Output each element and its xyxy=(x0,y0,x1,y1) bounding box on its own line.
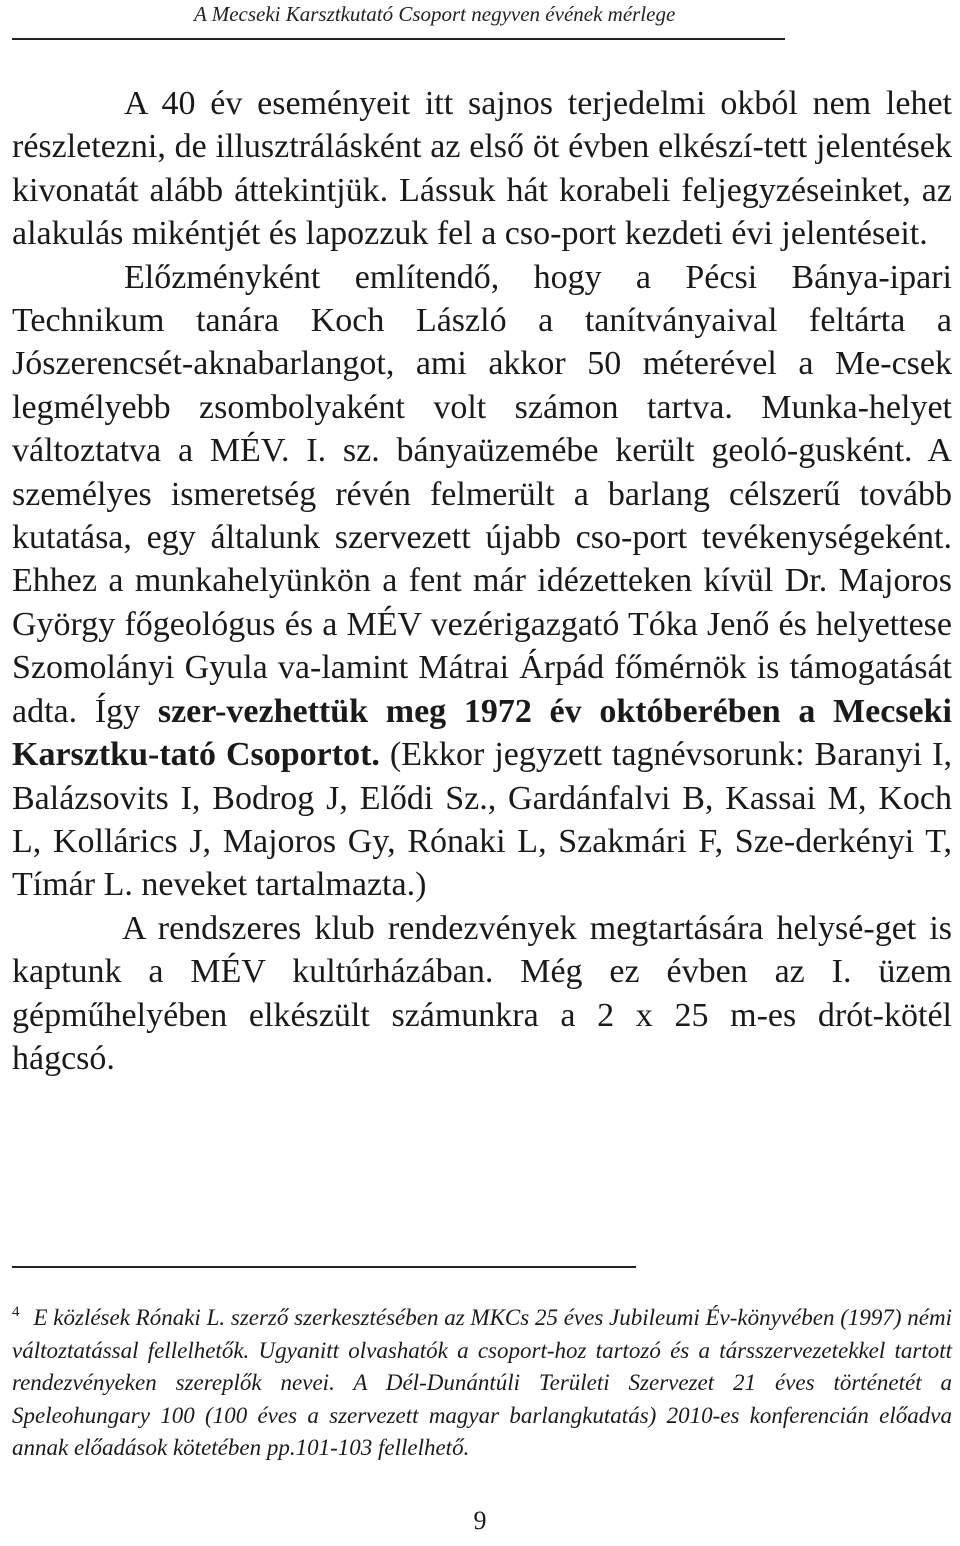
paragraph-3: A rendszeres klub rendezvények megtartására helysé-get is kaptunk a MÉV kultúrházában. Még ez évben az I. üzem gépműhelyében elkészült számunkra a 2 x 25 m-es drót-kötél hágcsó. xyxy=(12,909,952,1077)
header-title: A Mecseki Karsztkutató Csoport negyven évének mérlege xyxy=(194,2,676,26)
paragraph-2-bold: szer-vezhettük meg 1972 év októberében a Mecseki Karsztku-tató Csoportot. xyxy=(12,692,952,774)
page-number: 9 xyxy=(473,1506,487,1535)
footnote-marker: 4 xyxy=(12,1304,20,1320)
footnote xyxy=(12,1296,952,1465)
paragraph-2-text-a: Előzményként említendő, hogy a Pécsi Bánya-ipari Technikum tanára Koch László a tanítványaival feltárta a Jószerencsét-aknabarlangot, ami akkor 50 méterével a Me-csek legmélyebb zsombolyaként volt számon tartva. Munka-helyet változtatva a MÉV. I. sz. bányaüzemébe került geoló-gusként. A személyes ismeretség révén felmerült a barlang célszerű tovább kutatása, egy általunk szervezett újabb cso-port tevékenységeként. Ehhez a munkahelyünkön a fent már idézetteken kívül Dr. Majoros György főgeológus és a MÉV vezérigazgató Tóka Jenő és helyettese Szomolányi Gyula va-lamint Mátrai Árpád főmérnök is támogatását adta. Így xyxy=(12,258,952,730)
body-text xyxy=(12,82,952,1080)
paragraph-2-text-b: (Ekkor jegyzett tagnévsorunk: Baranyi I, Balázsovits I, Bodrog J, Elődi Sz., Gardánfalvi B, Kassai M, Koch L, Kollárics J, Majoros Gy, Rónaki L, Szakmári F, Sze-derkényi T, Tímár L. neveket tartalmazta.) xyxy=(12,736,952,904)
paragraph-1: A 40 év eseményeit itt sajnos terjedelmi okból nem lehet részletezni, de illusztrálásként az első öt évben elkészí-tett jelentések kivonatát alább áttekintjük. Lássuk hát korabeli feljegyzéseinket, az alakulás mikéntjét és lapozzuk fel a cso-port kezdeti évi jelentéseit. xyxy=(12,85,952,253)
running-header xyxy=(12,0,785,40)
paragraph-2 xyxy=(12,256,952,907)
footnote-text: E közlések Rónaki L. szerző szerkesztésében az MKCs 25 éves Jubileumi Év-könyvében (1997) némi változtatással fellelhetők. Ugyanitt olvashatók a csoport-hoz tartozó és a társszervezetekkel tartott rendezvényeken szereplők nevei. A Dél-Dunántúli Területi Szervezet 21 éves történetét a Speleohungary 100 (100 éves a szervezett magyar barlangkutatás) 2010-es konferencián előadva annak előadások kötetében pp.101-103 fellelhető. xyxy=(12,1305,952,1460)
footnote-divider xyxy=(12,1266,636,1268)
